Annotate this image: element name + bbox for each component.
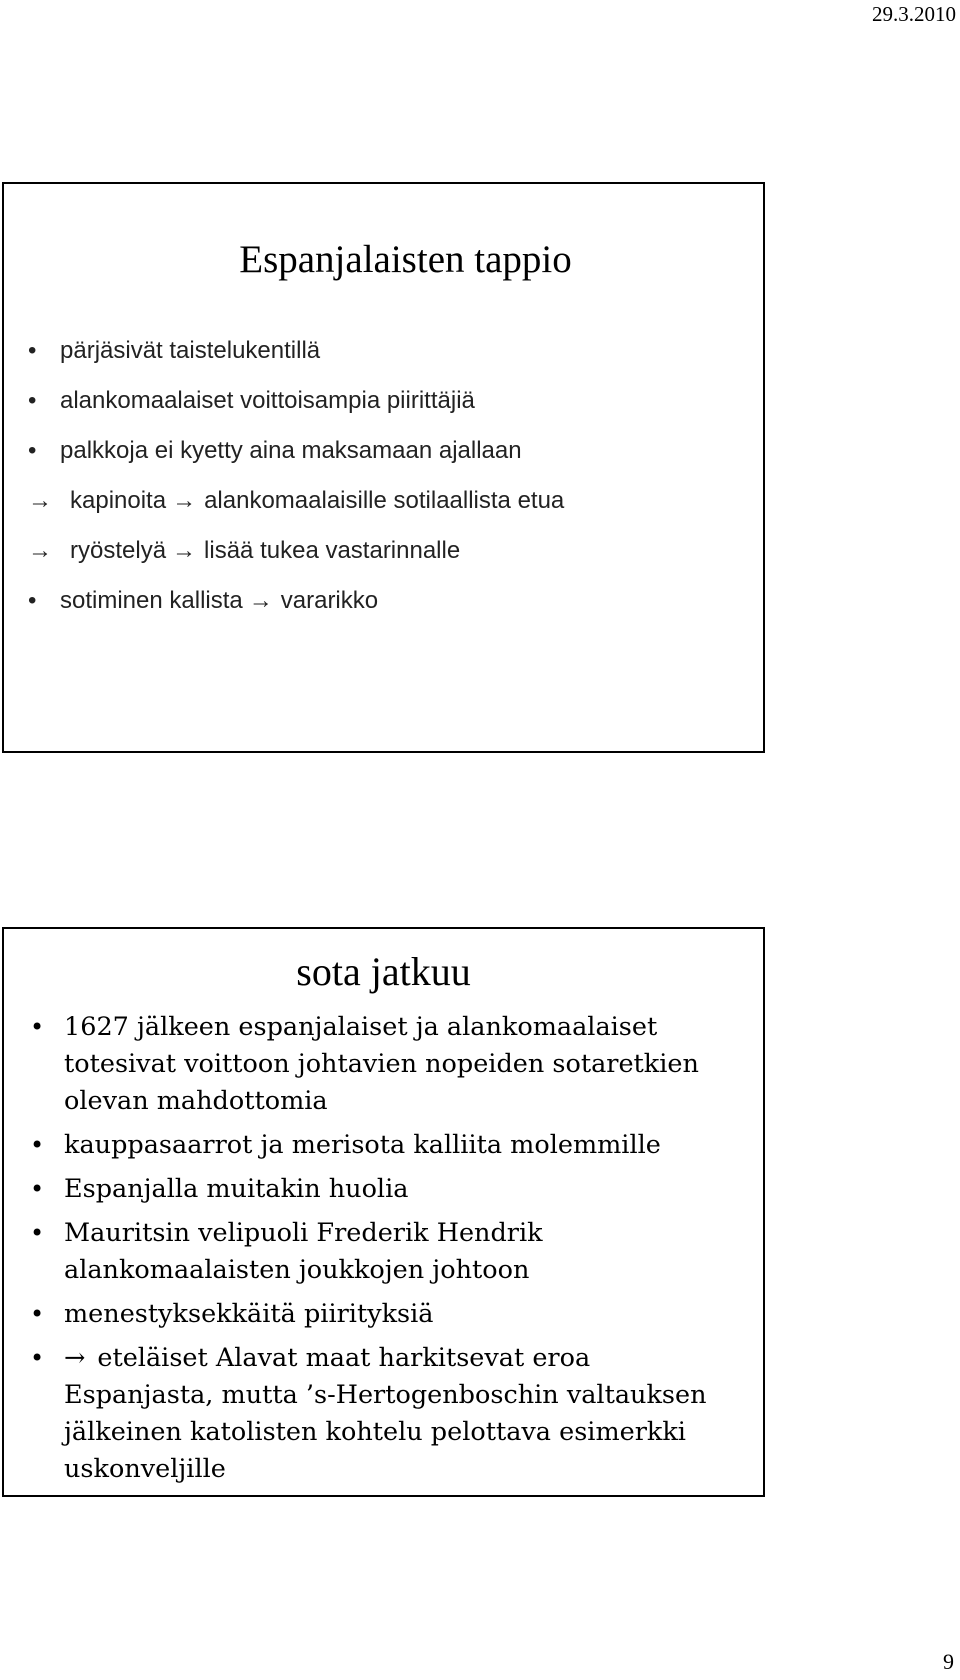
list-item [30, 1215, 741, 1289]
item-text: Mauritsin velipuoli Frederik Hendrik alankomaalaisten joukkojen johtoon [64, 1218, 543, 1285]
bullet-icon: • [30, 1300, 45, 1328]
item-text-b: alankomaalaisille sotilaallista etua [204, 487, 565, 514]
arrow-right-icon: → [172, 487, 197, 514]
slide-sota-jatkuu [2, 927, 765, 1497]
bullet-icon: • [28, 337, 37, 364]
list-item [28, 486, 743, 536]
slide-espanjalaisten-tappio [2, 182, 765, 753]
item-text: menestyksekkäitä piirityksiä [64, 1299, 434, 1329]
item-text: palkkoja ei kyetty aina maksamaan ajallaan [60, 437, 522, 464]
list-item [28, 586, 743, 636]
list-item [30, 1296, 741, 1333]
item-text-a: sotiminen kallista [60, 587, 243, 614]
list-item [30, 1127, 741, 1164]
arrow-right-icon: → [28, 537, 52, 564]
item-text-b: vararikko [280, 587, 379, 614]
arrow-right-icon: → [64, 1343, 86, 1373]
item-text-body: eteläiset Alavat maat harkitsevat eroa Espanjasta, mutta ’s-Hertogenboschin valtauksen jälkeinen katolisten kohtelu pelottava esimerkki uskonveljille [64, 1343, 707, 1484]
bullet-list [30, 1009, 741, 1495]
arrow-right-icon: → [28, 487, 52, 514]
bullet-icon: • [30, 1175, 45, 1203]
page-number: 9 [943, 1649, 954, 1674]
item-text: kauppasaarrot ja merisota kalliita molemmille [64, 1130, 661, 1160]
item-text-a: ryöstelyä [70, 537, 167, 564]
list-item [28, 536, 743, 586]
bullet-icon: • [30, 1219, 45, 1247]
arrow-right-icon: → [248, 587, 273, 614]
arrow-right-icon: → [172, 537, 197, 564]
list-item [30, 1340, 741, 1488]
list-item [28, 336, 743, 386]
list-item [28, 436, 743, 486]
item-text: pärjäsivät taistelukentillä [60, 337, 321, 364]
item-text: alankomaalaiset voittoisampia piirittäjiä [60, 387, 475, 414]
list-item [30, 1009, 741, 1120]
list-item [30, 1171, 741, 1208]
bullet-icon: • [30, 1344, 45, 1372]
slide-title: Espanjalaisten tappio [239, 238, 572, 281]
slide-title: sota jatkuu [296, 949, 471, 994]
item-text: 1627 jälkeen espanjalaiset ja alankomaalaiset totesivat voittoon johtavien nopeiden sotaretkien olevan mahdottomia [64, 1012, 699, 1116]
bullet-list [28, 336, 743, 636]
item-text-b: lisää tukea vastarinnalle [204, 537, 461, 564]
bullet-icon: • [28, 437, 37, 464]
page-date: 29.3.2010 [872, 2, 956, 26]
bullet-icon: • [30, 1013, 45, 1041]
item-text: Espanjalla muitakin huolia [64, 1174, 409, 1204]
bullet-icon: • [28, 587, 37, 614]
item-text [64, 1340, 707, 1488]
item-text-a: kapinoita [70, 487, 167, 514]
list-item [28, 386, 743, 436]
bullet-icon: • [30, 1131, 45, 1159]
bullet-icon: • [28, 387, 37, 414]
